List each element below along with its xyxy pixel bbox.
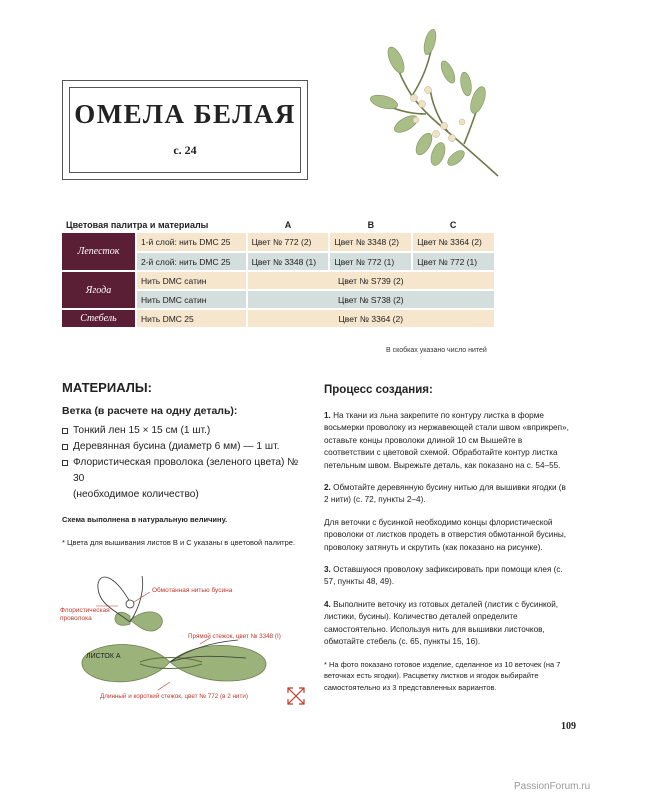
petal1-a: Цвет № 772 (2) [247, 233, 330, 252]
palette-header-c: C [449, 219, 457, 230]
berry1-color: Цвет № S739 (2) [247, 271, 494, 290]
petal-label: Лепесток [62, 233, 136, 271]
petal2-b: Цвет № 772 (1) [329, 252, 412, 271]
page-title: ОМЕЛА БЕЛАЯ [74, 99, 296, 129]
table-row [62, 309, 494, 328]
list-item: Деревянная бусина (диаметр 6 мм) — 1 шт. [62, 439, 302, 455]
palette-header-label: Цветовая палитра и материалы [66, 219, 209, 230]
petal1-c: Цвет № 3364 (2) [412, 233, 494, 252]
lower-leaf [82, 638, 266, 690]
leaf-diagram [60, 564, 310, 724]
berry2-color: Цвет № S738 (2) [247, 290, 494, 309]
color-note: * Цвета для вышивания листов B и C указаны в цветовой палитре. [62, 538, 295, 547]
process-step: 3. Оставшуюся проволоку зафиксировать при помощи клея (с. 57, пункты 48, 49). [324, 565, 563, 587]
materials-section [62, 380, 302, 547]
list-item: Тонкий лен 15 × 15 см (1 шт.) [62, 423, 302, 439]
materials-list [62, 423, 302, 503]
upper-leaf [96, 576, 162, 631]
table-row [62, 271, 494, 290]
palette-header-b: B [367, 219, 375, 230]
list-item: (необходимое количество) [73, 489, 199, 500]
stem-name: Нить DMC 25 [136, 309, 247, 328]
leaf-a-label: ЛИСТОК A [86, 653, 121, 660]
palette-header-row [62, 216, 494, 233]
process-step: 2. Обмотайте деревянную бусину нитью для вышивки ягодки (в 2 нити) (с. 72, пункты 2–4). [324, 483, 566, 505]
petal2-a: Цвет № 3348 (1) [247, 252, 330, 271]
process-heading: Процесс создания: [324, 384, 433, 396]
process-step: 4. Выполните веточку из готовых деталей (листик с бусинкой, листики, бусины). Количество деталей определите самостоятельно. Используя нить для вышивки листочков, обмотайте стебель (с. 65, пункты 15, 16). [324, 599, 559, 647]
process-step: Для веточки с бусинкой необходимо концы флористической проволоки от листков продеть в отверстия обмотанной бусины, проволоку затянуть и скрутить (как показано на рисунке). [324, 517, 566, 552]
mistletoe-illustration [366, 26, 502, 190]
process-footnote: * На фото показано готовое изделие, сделанное из 10 веточек (на 7 веточках есть ягодки). Расцветку листков и ягодок выбирайте самостоятельно из 3 представленных вариантов. [324, 659, 561, 692]
wire-label-2: проволока [60, 615, 92, 622]
process-step: 1. На ткани из льна закрепите по контуру листка в форме восьмерки проволоку из нержавеющей стали швом «вприкреп», оставьте концы проволоки длиной 10 см Вышейте в соответствии с цветовой схемой. Обработайте контур листка петельным швом. Вырежьте деталь, как показано на с. 54–55. [324, 411, 569, 470]
berry1-name: Нить DMC сатин [136, 271, 247, 290]
wire-label: Флористическая [60, 607, 110, 614]
table-row [62, 233, 494, 252]
materials-subheading: Ветка (в расчете на одну деталь): [62, 405, 238, 417]
stem-color: Цвет № 3364 (2) [247, 309, 494, 328]
checkbox-icon [62, 444, 68, 450]
berry-label: Ягода [62, 271, 136, 309]
scale-note: Схема выполнена в натуральную величину. [62, 515, 228, 524]
title-box [62, 80, 308, 180]
straight-stitch-label: Прямой стежок, цвет № 3348 (I) [188, 633, 281, 640]
color-palette-table [62, 216, 494, 329]
berry2-name: Нить DMC сатин [136, 290, 247, 309]
bead-label: Обмотанная нитью бусина [152, 587, 233, 594]
petal1-b: Цвет № 3348 (2) [329, 233, 412, 252]
checkbox-icon [62, 428, 68, 434]
petal1-name: 1-й слой: нить DMC 25 [136, 233, 247, 252]
checkbox-icon [62, 460, 68, 466]
watermark: PassionForum.ru [514, 781, 591, 792]
petal2-name: 2-й слой: нить DMC 25 [136, 252, 247, 271]
process-section [324, 384, 572, 703]
resize-arrows-icon [288, 688, 304, 704]
materials-heading: МАТЕРИАЛЫ: [62, 380, 152, 395]
list-item: Флористическая проволока (зеленого цвета) № 30 [62, 455, 302, 487]
page-reference: с. 24 [173, 143, 197, 157]
long-short-stitch-label: Длинный и короткий стежок, цвет № 772 (в 2 нити) [100, 693, 248, 700]
palette-header-a: A [284, 219, 292, 230]
palette-note: В скобках указано число нитей [386, 347, 487, 354]
stem-label: Стебель [62, 309, 136, 328]
petal2-c: Цвет № 772 (1) [412, 252, 494, 271]
page-number: 109 [561, 721, 576, 732]
